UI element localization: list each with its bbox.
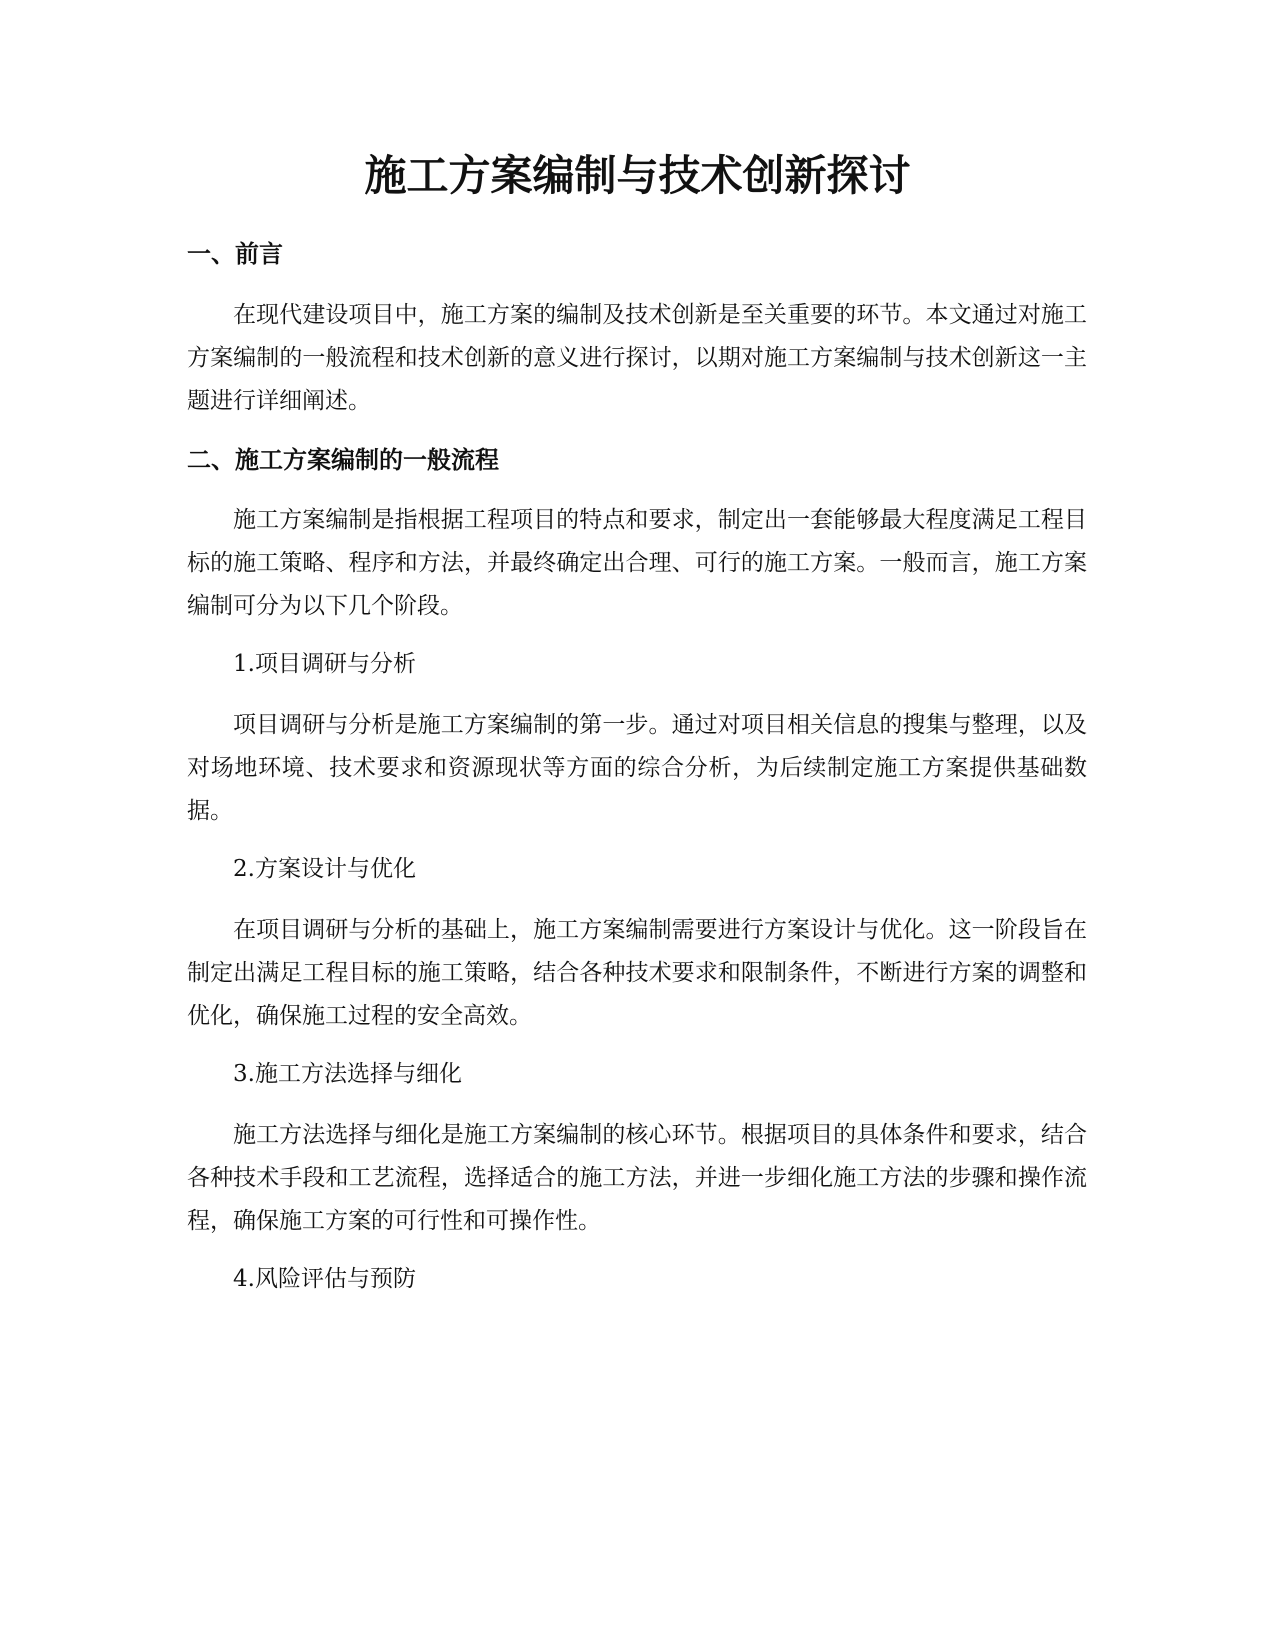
section-heading-preface: 一、前言 [187,240,283,268]
process-intro-paragraph: 施工方案编制是指根据工程项目的特点和要求，制定出一套能够最大程度满足工程目标的施工策略、程序和方法，并最终确定出合理、可行的施工方案。一般而言，施工方案编制可分为以下几个阶段。 [187,507,1087,619]
step-title-design: 2.方案设计与优化 [233,856,416,882]
step-text-design: 在项目调研与分析的基础上，施工方案编制需要进行方案设计与优化。这一阶段旨在制定出满足工程目标的施工策略，结合各种技术要求和限制条件，不断进行方案的调整和优化，确保施工过程的安全高效。 [187,917,1087,1029]
section-heading-process: 二、施工方案编制的一般流程 [187,446,499,474]
step-title-method: 3.施工方法选择与细化 [233,1061,462,1087]
preface-paragraph: 在现代建设项目中，施工方案的编制及技术创新是至关重要的环节。本文通过对施工方案编制的一般流程和技术创新的意义进行探讨，以期对施工方案编制与技术创新这一主题进行详细阐述。 [187,302,1087,414]
step-text-research: 项目调研与分析是施工方案编制的第一步。通过对项目相关信息的搜集与整理，以及对场地环境、技术要求和资源现状等方面的综合分析，为后续制定施工方案提供基础数据。 [187,712,1087,824]
step-title-research: 1.项目调研与分析 [233,651,416,677]
step-text-method: 施工方法选择与细化是施工方案编制的核心环节。根据项目的具体条件和要求，结合各种技术手段和工艺流程，选择适合的施工方法，并进一步细化施工方法的步骤和操作流程，确保施工方案的可行性和可操作性。 [187,1122,1087,1234]
step-title-risk: 4.风险评估与预防 [233,1266,416,1292]
document-title: 施工方案编制与技术创新探讨 [364,151,911,200]
